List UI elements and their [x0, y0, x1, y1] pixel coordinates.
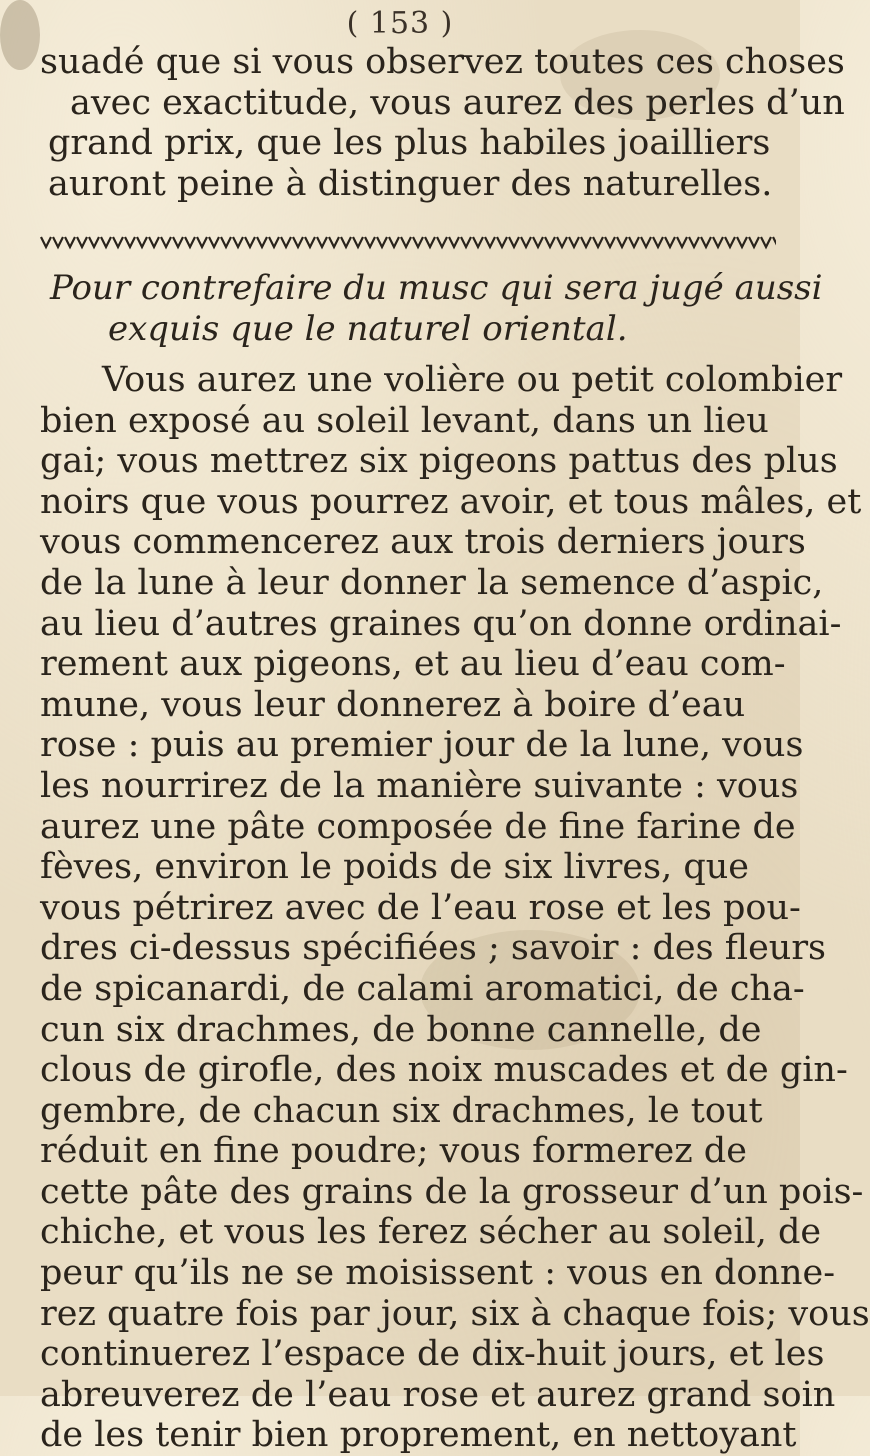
text-line: de les tenir bien proprement, en nettoyant	[40, 1415, 797, 1456]
text-line: Vous aurez une volière ou petit colombier	[102, 360, 843, 400]
text-line: cun six drachmes, de bonne cannelle, de	[40, 1009, 762, 1050]
text-line: de spicanardi, de calami aromatici, de cha-	[40, 968, 805, 1009]
text-line: peur qu’ils ne se moisissent : vous en donne-	[40, 1253, 836, 1294]
text-line: rez quatre fois par jour, six à chaque fois; vous	[40, 1293, 870, 1334]
text-line: fèves, environ le poids de six livres, que	[40, 847, 749, 888]
text-line: de la lune à leur donner la semence d’aspic,	[40, 562, 824, 603]
text-line: bien exposé au soleil levant, dans un lieu	[40, 400, 769, 441]
text-line: réduit en fine poudre; vous formerez de	[40, 1131, 747, 1172]
page-number: ( 153 )	[346, 6, 454, 41]
text-line: avec exactitude, vous aurez des perles d’un	[70, 82, 845, 123]
text-line: cette pâte des grains de la grosseur d’un pois-	[40, 1171, 864, 1212]
ornamental-rule	[40, 234, 776, 250]
text-line: vous commencerez aux trois derniers jours	[40, 522, 806, 563]
text-line: suadé que si vous observez toutes ces choses	[40, 42, 845, 82]
text-line: chiche, et vous les ferez sécher au soleil, de	[40, 1212, 822, 1253]
recipe-heading	[50, 268, 823, 349]
text-line: les nourrirez de la manière suivante : vous	[40, 765, 799, 806]
text-line: dres ci-dessus spécifiées ; savoir : des fleurs	[40, 928, 827, 969]
text-line: abreuverez de l’eau rose et aurez grand soin	[40, 1374, 836, 1415]
text-line: vous pétrirez avec de l’eau rose et les pou-	[40, 887, 801, 928]
text-line: noirs que vous pourrez avoir, et tous mâles, et	[40, 481, 862, 522]
text-line: grand prix, que les plus habiles joailliers	[48, 123, 771, 164]
heading-line: Pour contrefaire du musc qui sera jugé aussi	[50, 268, 823, 308]
text-line: rement aux pigeons, et au lieu d’eau com-	[40, 644, 786, 685]
text-line: auront peine à distinguer des naturelles.	[48, 163, 773, 204]
ornament-pattern	[40, 234, 776, 250]
text-line: continuerez l’espace de dix-huit jours, et les	[40, 1334, 825, 1375]
top-paragraph	[40, 42, 845, 204]
text-line: aurez une pâte composée de fine farine de	[40, 806, 796, 847]
heading-line: exquis que le naturel oriental.	[108, 308, 628, 349]
text-line: au lieu d’autres graines qu’on donne ordinai-	[40, 603, 842, 644]
text-line: clous de girofle, des noix muscades et de gin-	[40, 1050, 848, 1091]
text-line: gembre, de chacun six drachmes, le tout	[40, 1090, 763, 1131]
body-paragraph	[40, 360, 870, 1456]
text-line: gai; vous mettrez six pigeons pattus des plus	[40, 441, 838, 482]
text-line: rose : puis au premier jour de la lune, vous	[40, 725, 804, 766]
text-line: mune, vous leur donnerez à boire d’eau	[40, 684, 746, 725]
